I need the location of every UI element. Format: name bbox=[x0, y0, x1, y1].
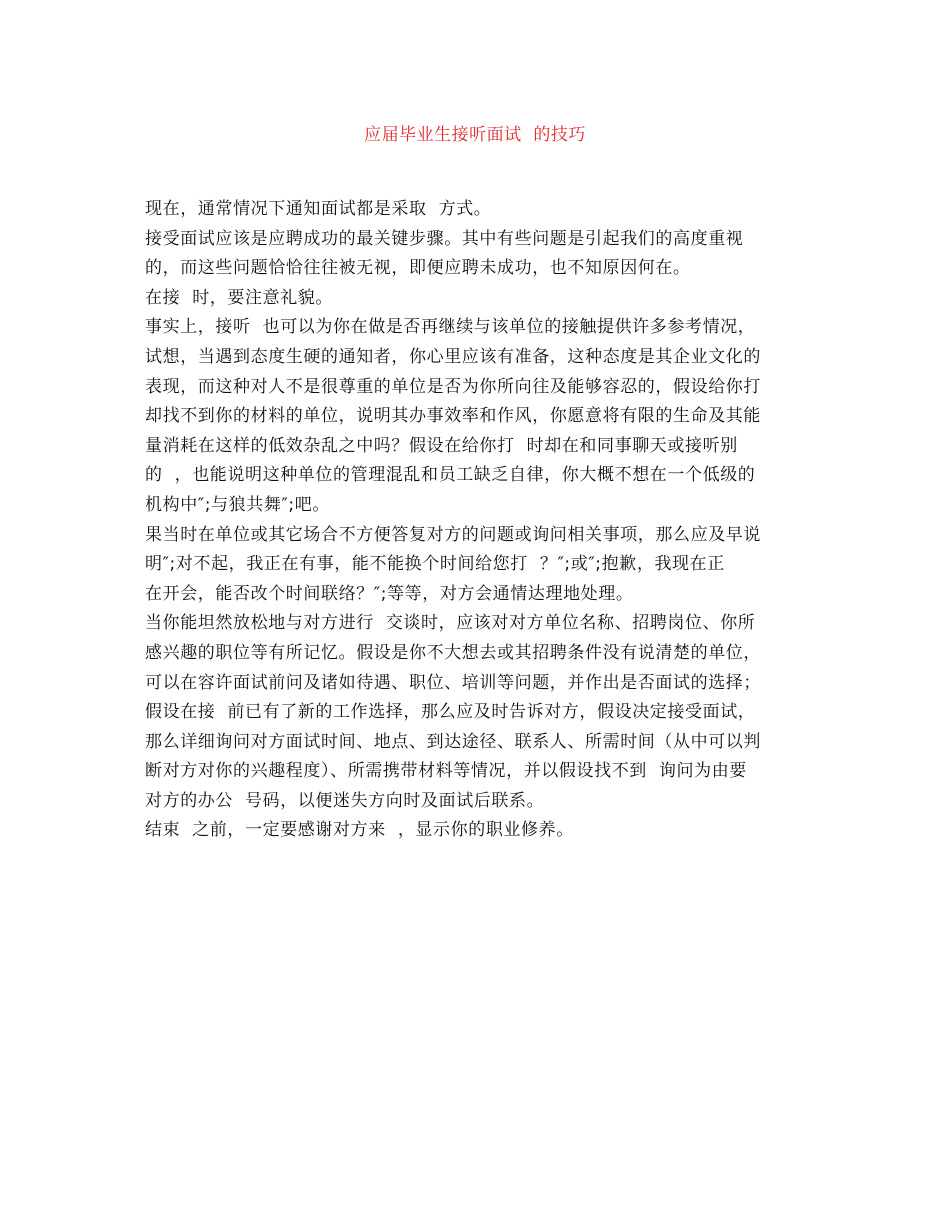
body-line: 却找不到你的材料的单位，说明其办事效率和作风，你愿意将有限的生命及其能 bbox=[145, 406, 761, 427]
body-line: 的 ，也能说明这种单位的管理混乱和员工缺乏自律，你大概不想在一个低级的 bbox=[145, 465, 756, 486]
body-line: 的，而这些问题恰恰往往被无视，即便应聘未成功，也不知原因何在。 bbox=[145, 258, 691, 279]
body-line: 果当时在单位或其它场合不方便答复对方的问题或询问相关事项，那么应及早说 bbox=[145, 524, 761, 545]
body-line: 当你能坦然放松地与对方进行 交谈时，应该对对方单位名称、招聘岗位、你所 bbox=[145, 613, 756, 634]
document-body bbox=[145, 195, 810, 846]
body-line: 接受面试应该是应聘成功的最关键步骤。其中有些问题是引起我们的高度重视 bbox=[145, 228, 744, 249]
body-line: 量消耗在这样的低效杂乱之中吗？假设在给你打 时却在和同事聊天或接听别 bbox=[145, 435, 738, 456]
body-line: 机构中″;与狼共舞″;吧。 bbox=[145, 494, 330, 515]
body-line: 感兴趣的职位等有所记忆。假设是你不大想去或其招聘条件没有说清楚的单位， bbox=[145, 642, 761, 663]
body-line: 那么详细询问对方面试时间、地点、到达途径、联系人、所需时间（从中可以判 bbox=[145, 731, 761, 752]
body-line: 试想，当遇到态度生硬的通知者，你心里应该有准备，这种态度是其企业文化的 bbox=[145, 346, 761, 367]
body-line: 对方的办公 号码，以便迷失方向时及面试后联系。 bbox=[145, 790, 545, 811]
body-line: 断对方对你的兴趣程度）、所需携带材料等情况，并以假设找不到 询问为由要 bbox=[145, 761, 747, 782]
body-line: 表现，而这种对人不是很尊重的单位是否为你所向往及能够容忍的，假设给你打 bbox=[145, 376, 761, 397]
body-line: 可以在容许面试前问及诸如待遇、职位、培训等问题，并作出是否面试的选择； bbox=[145, 672, 761, 693]
body-line: 在接 时，要注意礼貌。 bbox=[145, 287, 334, 308]
body-line: 现在，通常情况下通知面试都是采取 方式。 bbox=[145, 199, 492, 219]
body-line: 结束 之前，一定要感谢对方来 ，显示你的职业修养。 bbox=[145, 820, 574, 841]
body-line: 事实上，接听 也可以为你在做是否再继续与该单位的接触提供许多参考情况， bbox=[145, 317, 756, 338]
body-line: 明″;对不起，我正在有事，能不能换个时间给您打 ？″;或″;抱歉，我现在正 bbox=[145, 554, 725, 575]
body-line: 在开会，能否改个时间联络？″;等等，对方会通情达理地处理。 bbox=[145, 583, 634, 604]
document-title: 应届毕业生接听面试 的技巧 bbox=[364, 125, 586, 145]
body-line: 假设在接 前已有了新的工作选择，那么应及时告诉对方，假设决定接受面试， bbox=[145, 702, 756, 723]
